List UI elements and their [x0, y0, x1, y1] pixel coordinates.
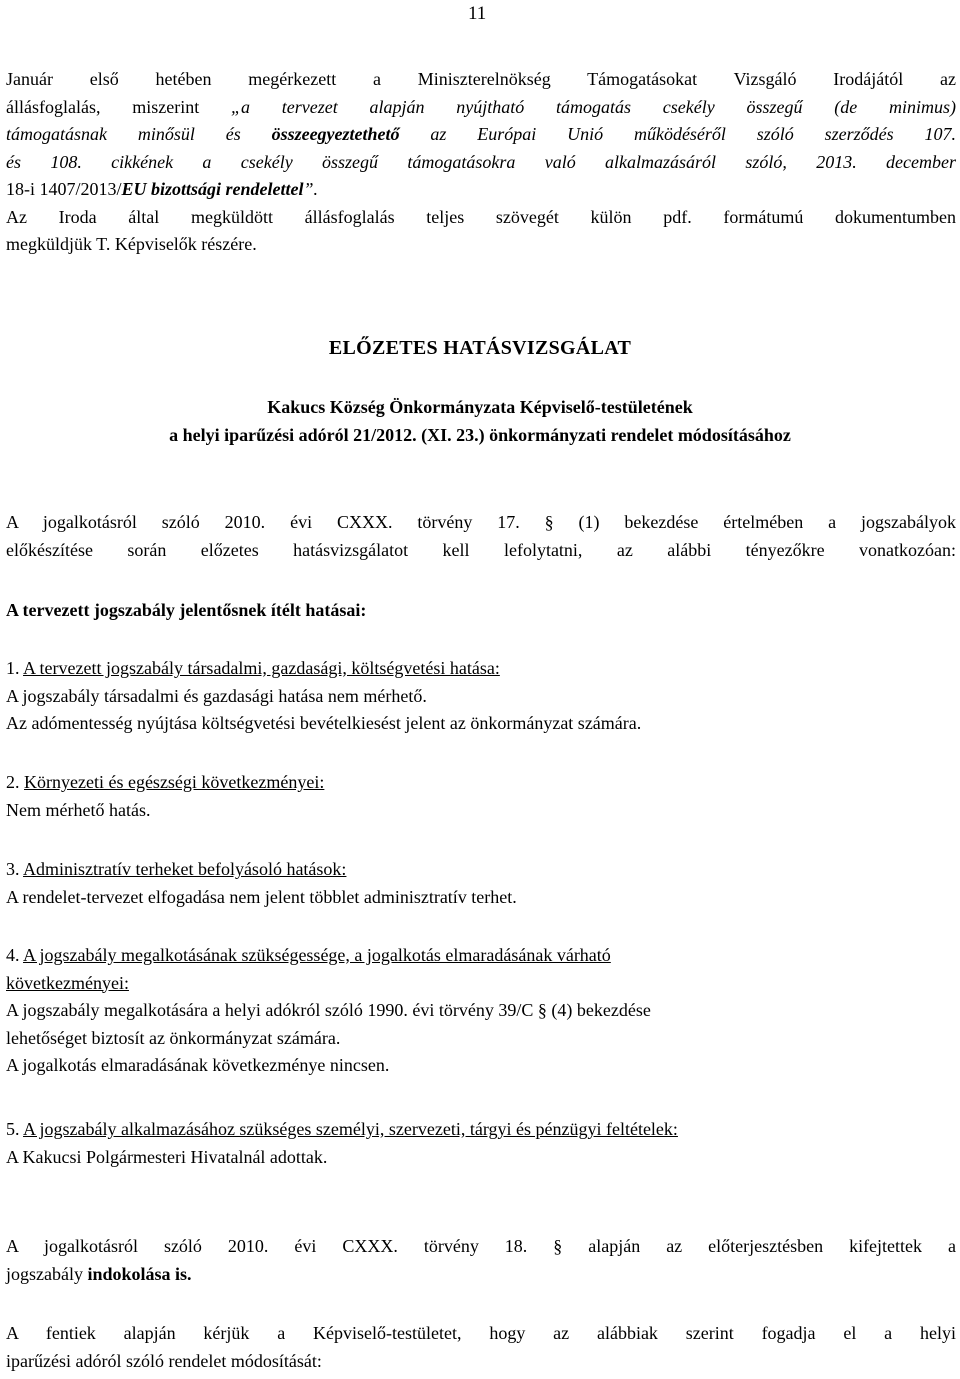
- intro-line: és 108. cikkének a csekély összegű támogatásokra való alkalmazásáról szóló, 2013. december: [6, 151, 956, 172]
- section-number: 2.: [6, 772, 24, 792]
- section-number: 3.: [6, 859, 24, 879]
- closing-paragraph: [6, 1320, 956, 1375]
- section-heading: [6, 856, 956, 884]
- law-intro-line: A jogalkotásról szóló 2010. évi CXXX. törvény 17. § (1) bekezdése értelmében a jogszabályok: [6, 512, 956, 532]
- intro-emphasis: összeegyeztethető: [271, 124, 400, 144]
- intro-regulation: EU bizottsági rendelettel: [121, 179, 304, 199]
- justification-line: [6, 1261, 956, 1289]
- section-3: [6, 856, 956, 911]
- section-title-continued: következményei:: [6, 972, 129, 993]
- section-5: [6, 1116, 956, 1171]
- section-number: 4.: [6, 945, 24, 965]
- closing-line: iparűzési adóról szóló rendelet módosítását:: [6, 1350, 322, 1371]
- intro-line: Január első hetében megérkezett a Miniszterelnökség Támogatásokat Vizsgáló Irodájától az: [6, 69, 956, 89]
- section-4: [6, 942, 956, 1080]
- section-heading: [6, 1116, 956, 1144]
- section-text: A jogszabály megalkotására a helyi adókról szóló 1990. évi törvény 39/C § (4) bekezdése: [6, 1000, 651, 1020]
- section-heading: [6, 655, 956, 683]
- section-text: Az adómentesség nyújtása költségvetési bevételkiesést jelent az önkormányzat számára.: [6, 713, 642, 733]
- section-1: [6, 655, 956, 738]
- effects-heading: A tervezett jogszabály jelentősnek ítélt hatásai:: [6, 600, 367, 620]
- justification-line: A jogalkotásról szóló 2010. évi CXXX. törvény 18. § alapján az előterjesztésben kifejtettek a: [6, 1236, 956, 1256]
- intro-line: [6, 176, 956, 204]
- section-title: A tervezett jogszabály társadalmi, gazdasági, költségvetési hatása:: [23, 658, 500, 678]
- section-text: lehetőséget biztosít az önkormányzat számára.: [6, 1027, 341, 1048]
- intro-line: megküldjük T. Képviselők részére.: [6, 234, 257, 254]
- section-heading: [6, 769, 956, 797]
- section-title: A jogszabály megalkotásának szükségessége, a jogalkotás elmaradásának várható: [23, 945, 611, 965]
- document-subtitle: Kakucs Község Önkormányzata Képviselő-testületének: [267, 397, 693, 417]
- section-text: A jogszabály társadalmi és gazdasági hatása nem mérhető.: [6, 685, 427, 706]
- intro-text: állásfoglalás, miszerint: [6, 96, 231, 117]
- intro-paragraph: [6, 66, 956, 259]
- section-title: A jogszabály alkalmazásához szükséges személyi, szervezeti, tárgyi és pénzügyi feltételek:: [23, 1119, 678, 1139]
- intro-line: Az Iroda által megküldött állásfoglalás teljes szövegét külön pdf. formátumú dokumentumben: [6, 206, 956, 227]
- intro-line: [6, 121, 956, 149]
- section-heading: [6, 942, 956, 970]
- document-title: ELŐZETES HATÁSVIZSGÁLAT: [328, 337, 632, 359]
- intro-text: 18-i 1407/2013/: [6, 179, 122, 199]
- section-number: 1.: [6, 658, 24, 678]
- section-text: A jogalkotás elmaradásának következménye nincsen.: [6, 1055, 390, 1075]
- justification-paragraph: [6, 1233, 956, 1288]
- section-text: A rendelet-tervezet elfogadása nem jelent többlet adminisztratív terhet.: [6, 886, 517, 907]
- document-subtitle: a helyi iparűzési adóról 21/2012. (XI. 23.) önkormányzati rendelet módosításához: [169, 425, 791, 445]
- page-number: 11: [468, 3, 487, 24]
- intro-text: támogatásnak minősül és: [6, 124, 272, 144]
- section-number: 5.: [6, 1119, 24, 1139]
- section-title: Környezeti és egészségi következményei:: [24, 772, 325, 792]
- intro-quote: „a tervezet alapján nyújtható támogatás csekély összegű (de minimus): [230, 96, 957, 117]
- intro-text: ”.: [303, 179, 319, 199]
- closing-line: A fentiek alapján kérjük a Képviselő-testületet, hogy az alábbiak szerint fogadja el a helyi: [6, 1323, 956, 1343]
- intro-text: az Európai Unió működéséről szóló szerződés 107.: [399, 124, 957, 144]
- section-2: [6, 769, 956, 824]
- justification-text: jogszabály: [6, 1263, 88, 1284]
- section-text: Nem mérhető hatás.: [6, 799, 151, 820]
- section-title: Adminisztratív terheket befolyásoló hatások:: [23, 859, 347, 879]
- section-text: A Kakucsi Polgármesteri Hivatalnál adottak.: [6, 1146, 328, 1167]
- intro-line: [6, 94, 956, 122]
- law-intro-line: előkészítése során előzetes hatásvizsgálatot kell lefolytatni, az alábbi tényezőkre vonatkozóan:: [6, 539, 956, 560]
- justification-emphasis: indokolása is.: [87, 1263, 192, 1284]
- law-intro-paragraph: [6, 509, 956, 564]
